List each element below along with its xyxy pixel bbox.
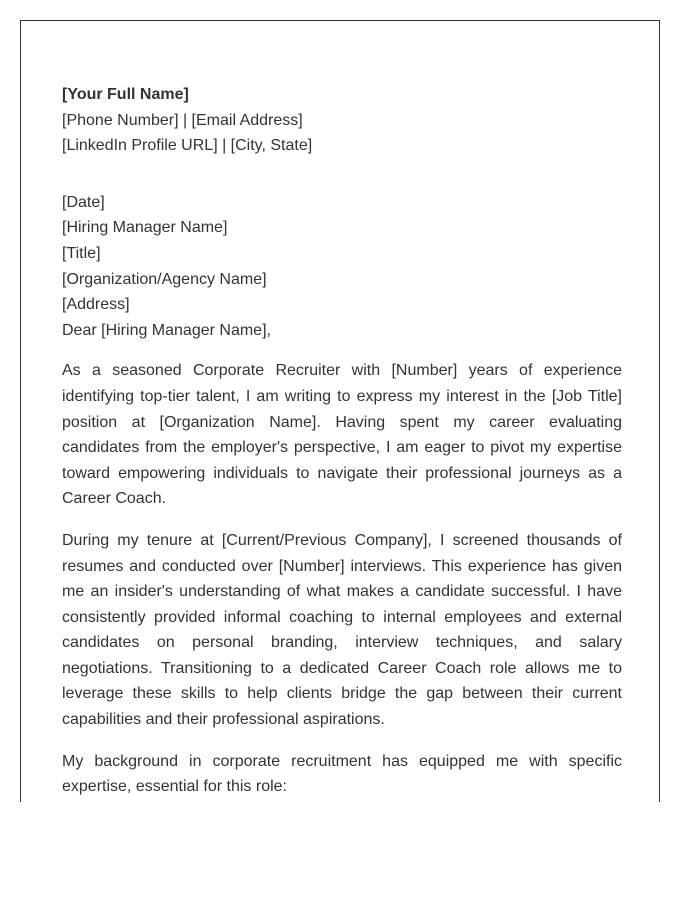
recipient-block: [62, 190, 622, 318]
recipient-address: [Address]: [62, 296, 130, 314]
sender-contact-line-2: [LinkedIn Profile URL] | [City, State]: [62, 137, 313, 155]
letter-date: [Date]: [62, 193, 105, 211]
cover-letter-body: [62, 82, 622, 800]
document-page: [20, 20, 660, 802]
paragraph-intro: As a seasoned Corporate Recruiter with [Number] years of experience identifying top-tier talent, I am writing to express my interest in the [Job Title] position at [Organization Name]. Having spent my career evaluating candidates from the employer's perspective, I am eager to pivot my expertise toward empowering individuals to navigate their professional journeys as a Career Coach.: [62, 362, 622, 508]
sender-name: [Your Full Name]: [62, 86, 189, 103]
sender-contact-line-1: [Phone Number] | [Email Address]: [62, 111, 303, 129]
paragraph-experience: During my tenure at [Current/Previous Company], I screened thousands of resumes and conducted over [Number] interviews. This experience has given me an insider's understanding of what makes a candidate successful. I have consistently provided informal coaching to internal employees and external candidates on personal branding, interview techniques, and salary negotiations. Transitioning to a dedicated Career Coach role allows me to leverage these skills to help clients bridge the gap between their current capabilities and their professional aspirations.: [62, 531, 622, 729]
spacer: [62, 159, 622, 190]
salutation: Dear [Hiring Manager Name],: [62, 321, 271, 339]
recipient-manager-name: [Hiring Manager Name]: [62, 219, 228, 237]
sender-block: [62, 82, 622, 159]
recipient-title: [Title]: [62, 244, 101, 262]
paragraph-background: My background in corporate recruitment has equipped me with specific expertise, essential for this role:: [62, 752, 622, 796]
recipient-organization: [Organization/Agency Name]: [62, 270, 267, 288]
